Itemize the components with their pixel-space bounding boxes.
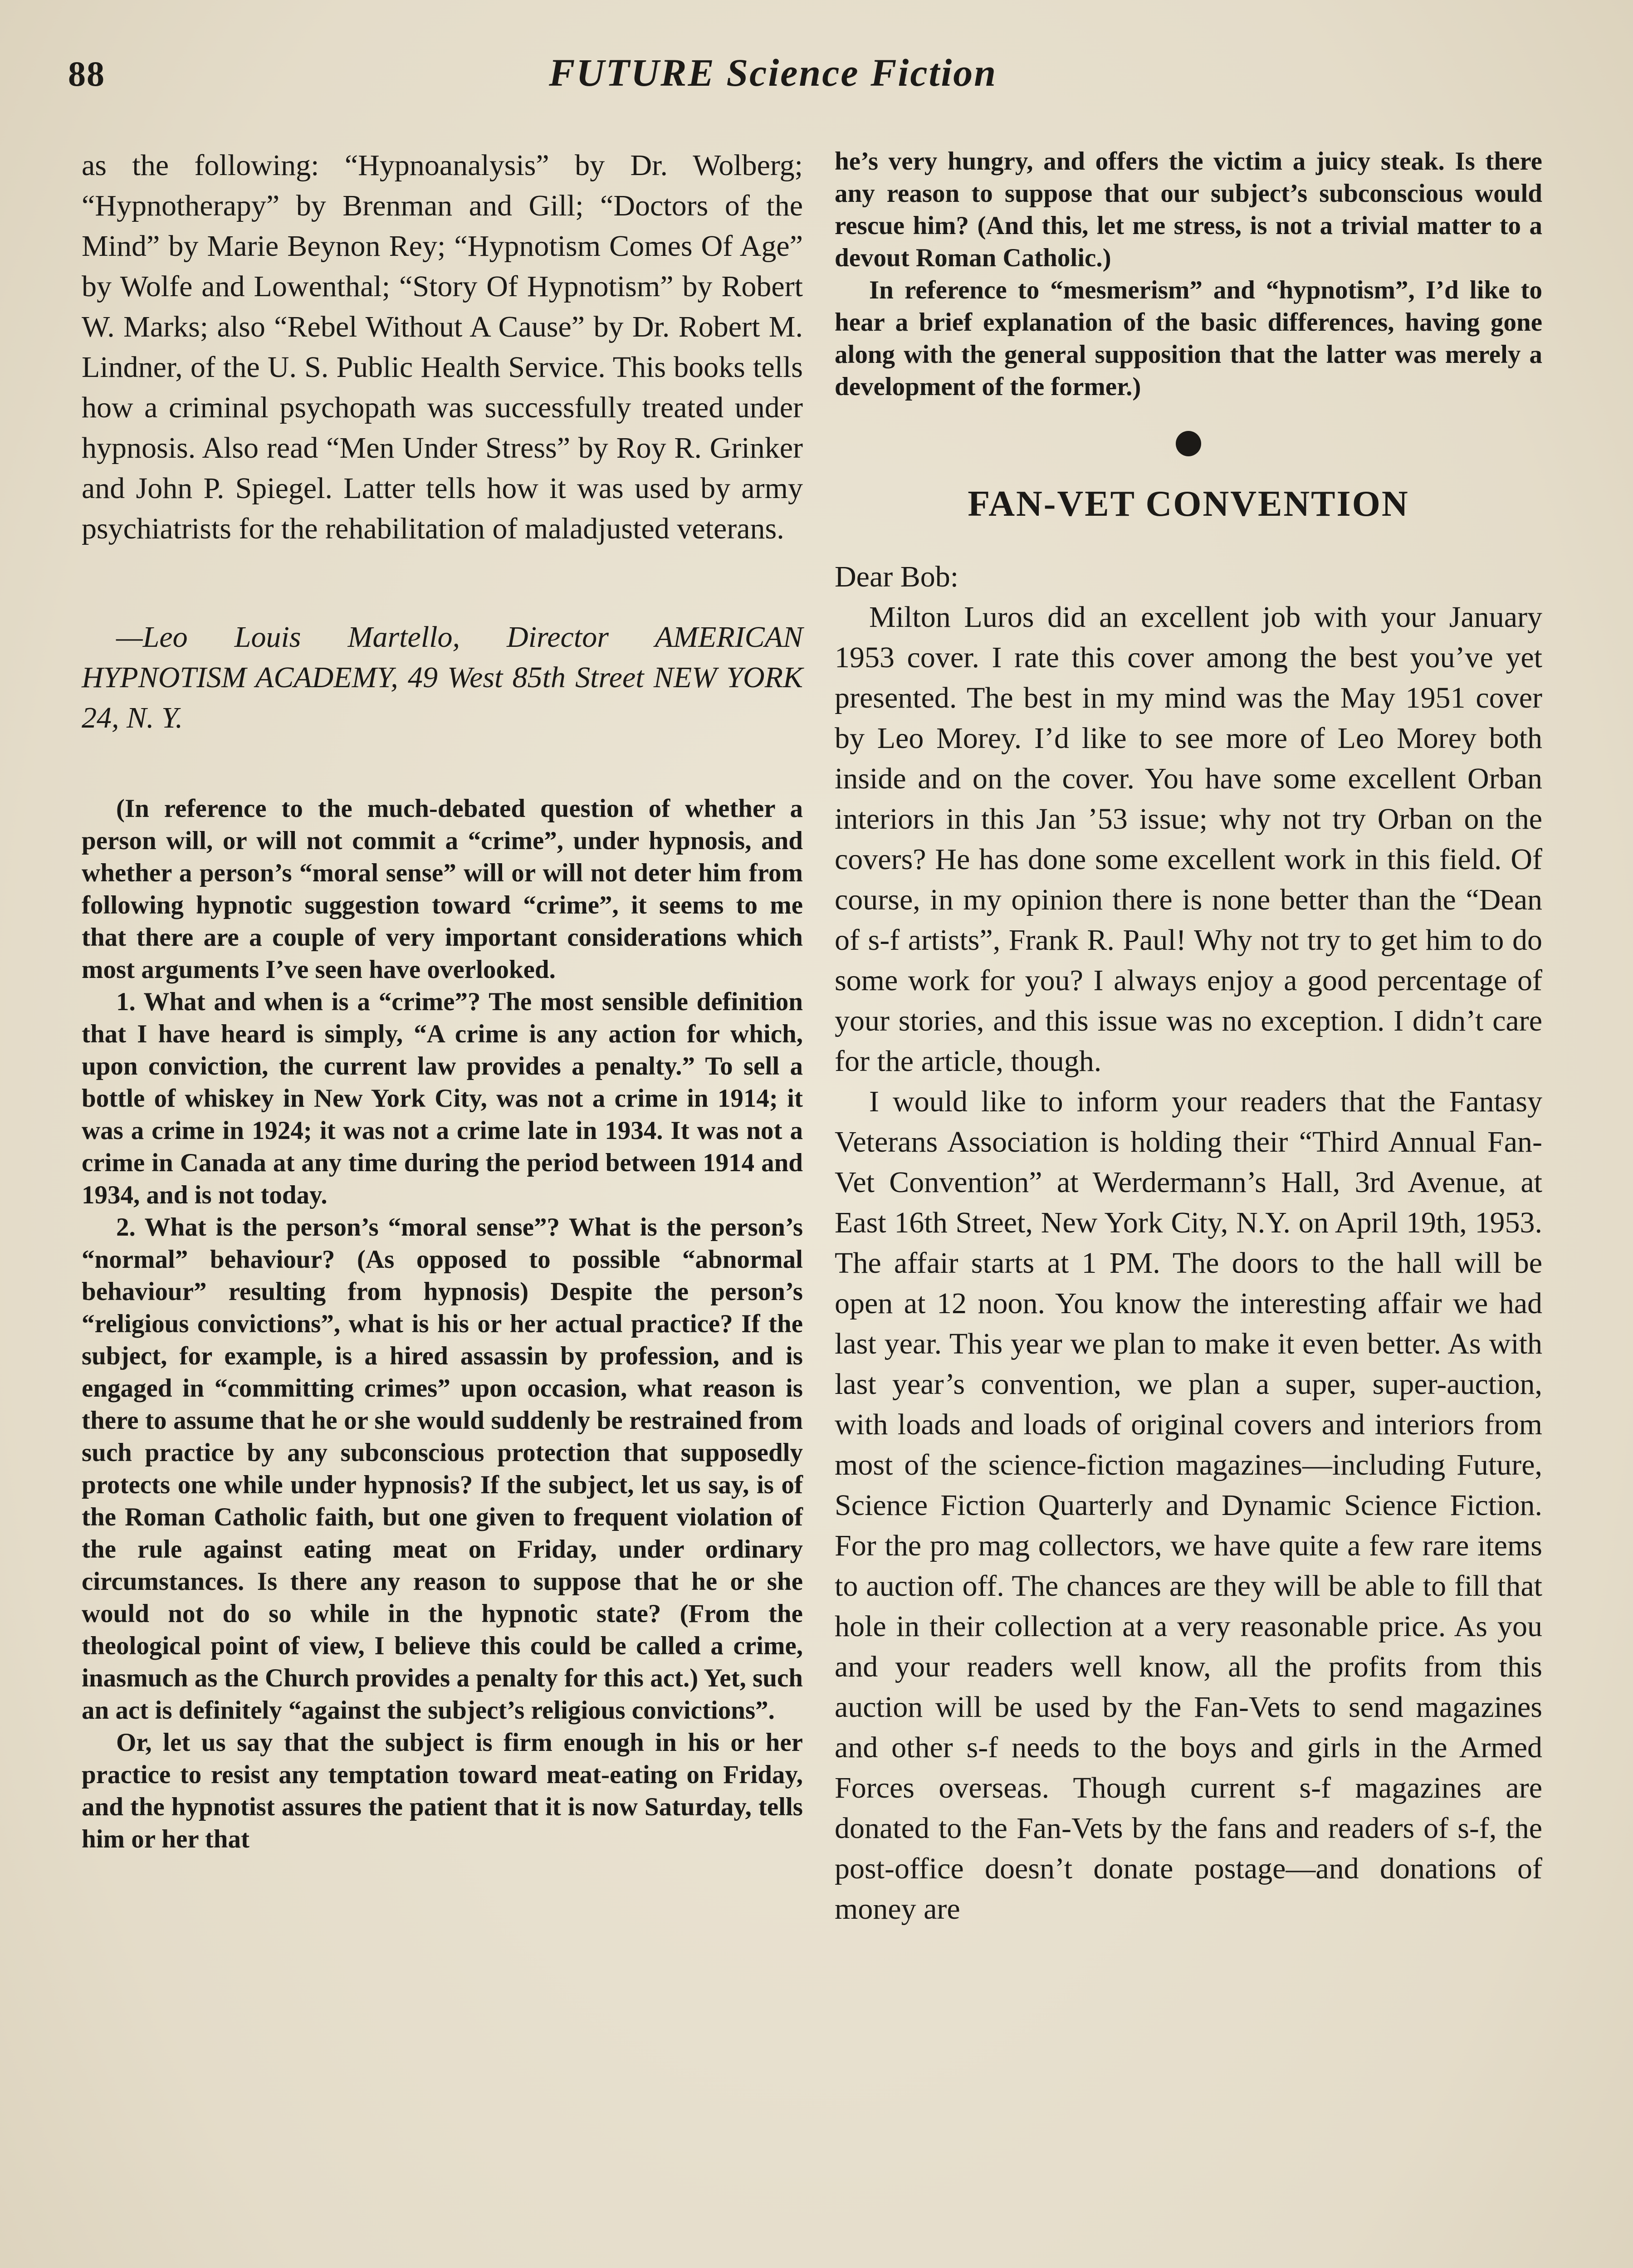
left-column	[82, 145, 803, 1855]
running-title: FUTURE Science Fiction	[549, 51, 997, 94]
page-header	[68, 50, 1565, 100]
letter-paragraph: I would like to inform your readers that the Fantasy Veterans Association is holding their “Third Annual Fan-Vet Convention” at Werdermann’s Hall, 3rd Avenue, at East 16th Street, New York City, N.Y. on April 19th, 1953. The affair starts at 1 PM. The doors to the hall will be open at 12 noon. You know the interesting affair we had last year. This year we plan to make it even better. As with last year’s convention, we plan a super, super-auction, with loads and loads of original covers and interiors from most of the science-fiction magazines—including Future, Science Fiction Quarterly and Dynamic Science Fiction. For the pro mag collectors, we have quite a few rare items to auction off. The chances are they will be able to fill that hole in their collection at a very reasonable price. As you and your readers well know, all the profits from this auction will be used by the Fan-Vets to send magazines and other s-f needs to the boys and girls in the Armed Forces overseas. Though current s-f magazines are donated to the Fan-Vets by the fans and readers of s-f, the post-office doesn’t donate postage—and donations of money are	[835, 1085, 1542, 1926]
page-number: 88	[68, 54, 105, 93]
editor-reply-continued: he’s very hungry, and offers the victim a juicy steak. Is there any reason to suppose that our subject’s subconscious would rescue him? (And this, let me stress, is not a trivial matter to a devout Roman Catholic.)	[835, 147, 1542, 272]
section-divider-dot	[1176, 431, 1201, 456]
letter-intro-paragraph: as the following: “Hypnoanalysis” by Dr. Wolberg; “Hypnotherapy” by Brenman and Gill; “Doctors of the Mind” by Marie Beynon Rey; “Hypnotism Comes Of Age” by Wolfe and Lowenthal; “Story Of Hypnotism” by Robert W. Marks; also “Rebel Without A Cause” by Dr. Robert M. Lindner, of the U. S. Public Health Service. This books tells how a criminal psychopath was successfully treated under hypnosis. Also read “Men Under Stress” by Roy R. Grinker and John P. Spiegel. Latter tells how it was used by army psychiatrists for the rehabilitation of maladjusted veterans.	[82, 149, 803, 545]
letter-paragraph: Milton Luros did an excellent job with your January 1953 cover. I rate this cover among the best you’ve yet presented. The best in my mind was the May 1951 cover by Leo Morey. I’d like to see more of Leo Morey both inside and on the cover. You have some excellent Orban interiors in this Jan ’53 issue; why not try Orban on the covers? He has done some excellent work in this field. Of course, in my opinion there is none better than the “Dean of s-f artists”, Frank R. Paul! Why not try to get him to do some work for you? I always enjoy a good percentage of your stories, and this issue was no exception. I didn’t care for the article, though.	[835, 601, 1542, 1078]
letter-salutation: Dear Bob:	[835, 560, 959, 593]
section-heading: FAN-VET CONVENTION	[968, 484, 1409, 524]
editor-reply-paragraph: Or, let us say that the subject is firm enough in his or her practice to resist any temptation toward meat-eating on Friday, and the hypnotist assures the patient that it is now Saturday, tells him or her that	[82, 1728, 803, 1853]
editor-reply-point-1: 1. What and when is a “crime”? The most sensible definition that I have heard is simply, “A crime is any action for which, upon conviction, the current law provides a penalty.” To sell a bottle of whiskey in New York City, was not a crime in 1914; it was a crime in 1924; it was not a crime late in 1934. It was not a crime in Canada at any time during the period between 1914 and 1934, and is not today.	[82, 987, 803, 1209]
right-column	[835, 145, 1542, 1929]
letter-signature: —Leo Louis Martello, Director AMERICAN HYPNOTISM ACADEMY, 49 West 85th Street NEW YORK 24, N. Y.	[82, 621, 803, 734]
editor-reply-paragraph: (In reference to the much-debated question of whether a person will, or will not commit a “crime”, under hypnosis, and whether a person’s “moral sense” will or will not deter him from following hypnotic suggestion toward “crime”, it seems to me that there are a couple of very important considerations which most arguments I’ve seen have overlooked.	[82, 794, 803, 984]
editor-reply-mesmerism: In reference to “mesmerism” and “hypnotism”, I’d like to hear a brief explanation of the basic differences, having gone along with the general supposition that the latter was merely a development of the former.)	[835, 276, 1542, 401]
editor-reply-point-2: 2. What is the person’s “moral sense”? What is the person’s “normal” behaviour? (As opposed to possible “abnormal behaviour” resulting from hypnosis) Despite the person’s “religious convictions”, what is his or her actual practice? If the subject, for example, is a hired assassin by profession, and is engaged in “committing crimes” upon occasion, what reason is there to assume that he or she would suddenly be restrained from such practice by any subconscious protection that supposedly protects one while under hypnosis? If the subject, let us say, is of the Roman Catholic faith, but one given to frequent violation of the rule against eating meat on Friday, under ordinary circumstances. Is there any reason to suppose that he or she would not do so while in the hypnotic state? (From the theological point of view, I believe this could be called a crime, inasmuch as the Church provides a penalty for this act.) Yet, such an act is definitely “against the subject’s religious convictions”.	[82, 1213, 803, 1725]
